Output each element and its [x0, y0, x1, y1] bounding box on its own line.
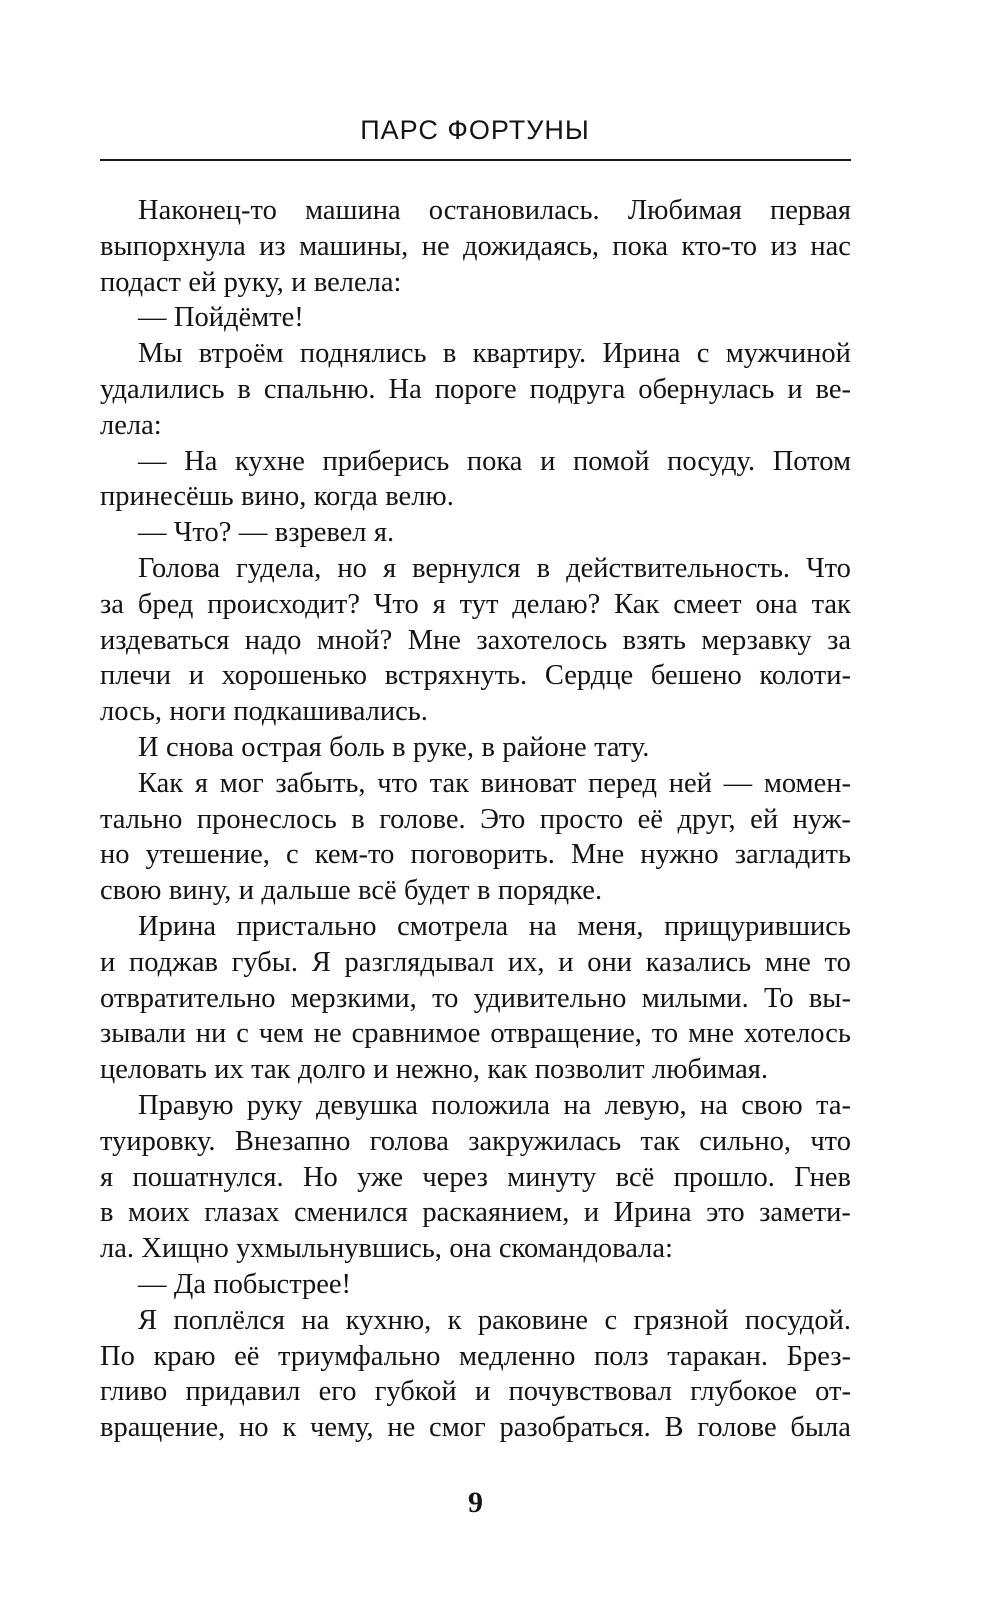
text-line: в моих глазах сменился раскаянием, и Ирина это замети-	[100, 1197, 851, 1229]
text-line: Наконец-то машина остановилась. Любимая первая	[138, 195, 851, 226]
text-line: По краю её триумфально медленно полз таракан. Брез-	[100, 1340, 851, 1372]
text-line: — Пойдёмте!	[138, 302, 304, 334]
text-line: тально пронеслось в голове. Это просто её друг, ей нуж-	[100, 803, 851, 835]
text-line: и поджав губы. Я разглядывал их, и они казались мне то	[100, 946, 851, 978]
text-line: я пошатнулся. Но уже через минуту всё прошло. Гнев	[100, 1161, 851, 1193]
text-line: Как я мог забыть, что так виноват перед ней — момен-	[138, 767, 851, 799]
text-line: Мы втроём поднялись в квартиру. Ирина с мужчиной	[138, 338, 851, 370]
running-head: ПАРС ФОРТУНЫ	[360, 115, 590, 145]
text-line: гливо придавил его губкой и почувствовал глубокое от-	[100, 1376, 851, 1408]
text-line: — На кухне приберись пока и помой посуду. Потом	[138, 445, 851, 477]
page-number: 9	[468, 1486, 483, 1519]
header-rule	[100, 159, 851, 161]
text-line: но утешение, с кем-то поговорить. Мне нужно загладить	[100, 839, 851, 871]
text-line: Голова гудела, но я вернулся в действительность. Что	[138, 552, 851, 584]
text-line: за бред происходит? Что я тут делаю? Как смеет она так	[100, 588, 851, 620]
text-line: ла. Хищно ухмыльнувшись, она скомандовала:	[100, 1233, 673, 1265]
body-text	[100, 193, 851, 1446]
text-line: лось, ноги подкашивались.	[100, 696, 428, 728]
text-line: издеваться надо мной? Мне захотелось взять мерзавку за	[100, 624, 851, 656]
text-line: вращение, но к чему, не смог разобраться. В голове была	[100, 1412, 851, 1444]
text-line: И снова острая боль в руке, в районе тату.	[138, 731, 650, 763]
text-line: зывали ни с чем не сравнимое отвращение, то мне хотелось	[100, 1018, 851, 1050]
text-line: подаст ей руку, и велела:	[100, 266, 402, 298]
text-line: свою вину, и дальше всё будет в порядке.	[100, 875, 603, 907]
text-line: Я поплёлся на кухню, к раковине с грязной посудой.	[138, 1304, 851, 1336]
text-line: Правую руку девушка положила на левую, на свою та-	[138, 1089, 851, 1121]
text-line: туировку. Внезапно голова закружилась так сильно, что	[100, 1125, 851, 1157]
text-line: принесёшь вино, когда велю.	[100, 481, 454, 513]
text-line: — Что? — взревел я.	[138, 517, 395, 549]
text-line: удалились в спальню. На пороге подруга обернулась и ве-	[100, 373, 851, 405]
text-line: отвратительно мерзкими, то удивительно милыми. То вы-	[100, 982, 851, 1014]
text-line: плечи и хорошенько встряхнуть. Сердце бешено колоти-	[100, 660, 851, 692]
text-line: лела:	[100, 409, 162, 441]
text-line: выпорхнула из машины, не дожидаясь, пока кто-то из нас	[100, 230, 851, 262]
text-line: целовать их так долго и нежно, как позволит любимая.	[100, 1054, 768, 1086]
text-line: Ирина пристально смотрела на меня, прищурившись	[138, 910, 851, 942]
text-line: — Да побыстрее!	[138, 1268, 352, 1300]
